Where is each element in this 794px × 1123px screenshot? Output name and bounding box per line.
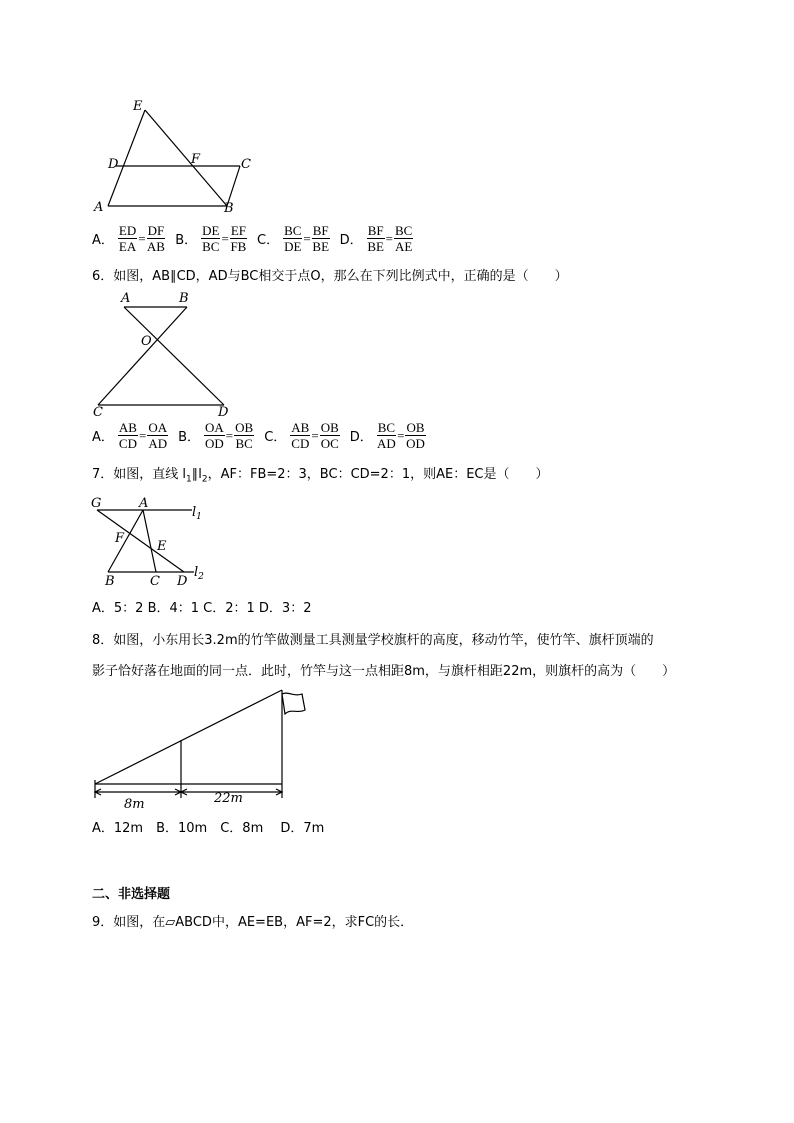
q6-option-d: D． $\frac{BC}{AD}$ = $\frac{OB}{OD}$ (349, 420, 425, 451)
label-l2: $l_2$ (194, 565, 204, 582)
label-d: D (218, 405, 229, 418)
label-f: F (115, 531, 125, 546)
label-e: E (133, 99, 143, 114)
label-d: D (108, 157, 119, 172)
label-b: B (224, 201, 234, 216)
figure-q7 (88, 494, 218, 590)
q8-text-line1: 8．如图，小东用长3.2m的竹竿做测量工具测量学校旗杆的高度，移动竹竿，使竹竿、旗杆顶端的 (92, 633, 654, 648)
label-a: A (139, 496, 149, 511)
label-a: A (121, 291, 131, 306)
section-title: 二、非选择题 (92, 887, 171, 902)
label-b: B (105, 574, 115, 589)
q6-text: 6．如图，AB∥CD，AD与BC相交于点O，那么在下列比例式中，正确的是（ ） (92, 269, 568, 284)
label-o: O (141, 334, 152, 349)
figure-q6 (88, 290, 238, 418)
label-c: C (150, 574, 160, 589)
label-g: G (91, 496, 102, 511)
label-8m: 8m (124, 797, 145, 812)
label-e: E (157, 539, 167, 554)
label-a: A (94, 200, 104, 215)
label-d: D (177, 574, 188, 589)
figure-q8 (88, 688, 328, 812)
q8-text-line2: 影子恰好落在地面的同一点．此时，竹竿与这一点相距8m，与旗杆相距22m，则旗杆的高为（ ） (92, 664, 676, 679)
q5-option-b: B． $\frac{DE}{BC}$ = $\frac{EF}{FB}$ (175, 223, 247, 254)
label-f: F (191, 152, 201, 167)
label-l1: $l_1$ (192, 505, 202, 522)
q5-options (92, 224, 413, 253)
q9-text: 9．如图，在▱ABCD中，AE=EB，AF=2，求FC的长． (92, 915, 414, 930)
q8-options: A．12m B．10m C．8m D．7m (92, 821, 325, 836)
q7-text: 7．如图，直线 $l_1\parallel l_2$，AF：FB=2：3，BC：CD=2：1，则AE：EC是（ ） (92, 467, 549, 485)
q6-options (92, 421, 426, 450)
q5-option-d: D． $\frac{BF}{BE}$ = $\frac{BC}{AE}$ (339, 223, 413, 254)
q6-option-b: B． $\frac{OA}{OD}$ = $\frac{OB}{BC}$ (178, 420, 254, 451)
label-c: C (93, 405, 103, 418)
q5-option-a: A． $\frac{ED}{EA}$ = $\frac{DF}{AB}$ (92, 223, 165, 254)
q6-option-a: A． $\frac{AB}{CD}$ = $\frac{OA}{AD}$ (92, 420, 168, 451)
q6-option-c: C． $\frac{AB}{CD}$ = $\frac{OB}{OC}$ (264, 420, 339, 451)
figure-q5 (90, 98, 260, 216)
q5-option-c: C． $\frac{BC}{DE}$ = $\frac{BF}{BE}$ (257, 223, 330, 254)
label-c: C (241, 157, 251, 172)
label-22m: 22m (214, 791, 243, 806)
q7-options: A．5：2 B．4：1 C．2：1 D．3：2 (92, 601, 312, 616)
label-b: B (179, 291, 189, 306)
